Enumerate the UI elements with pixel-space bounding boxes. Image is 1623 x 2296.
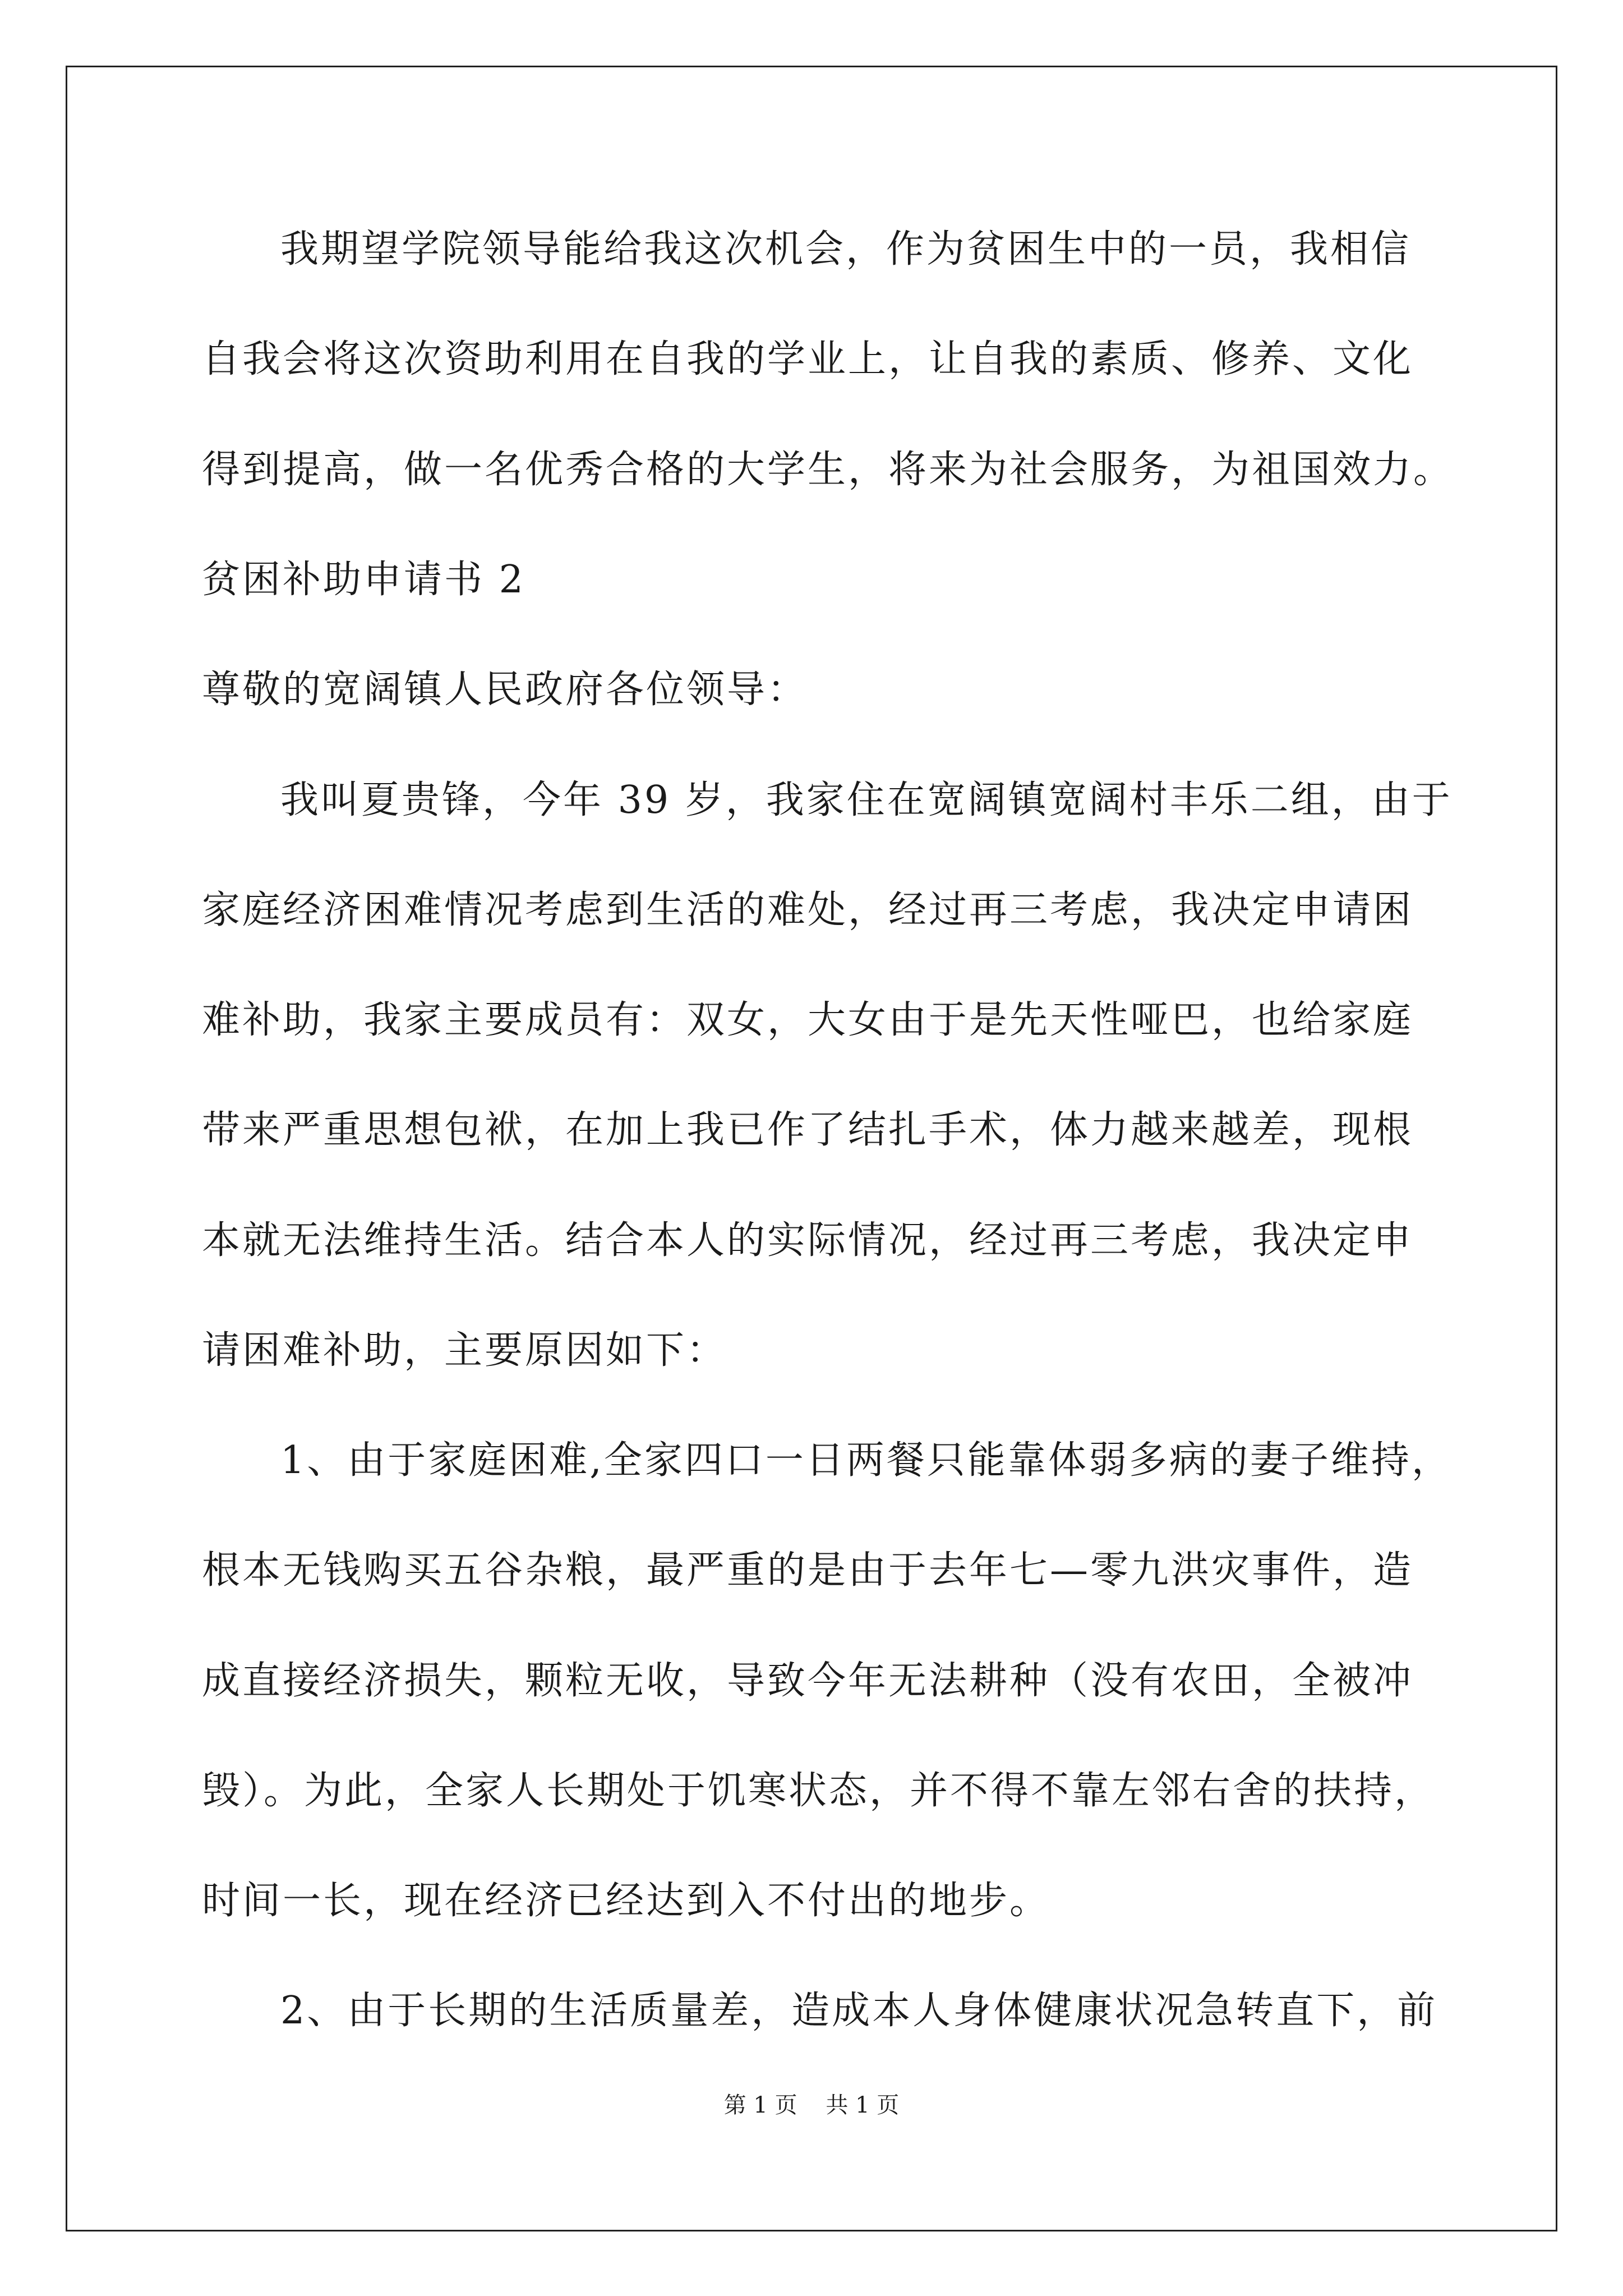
paragraph-line-7: 家庭经济困难情况考虑到生活的难处，经过再三考虑，我决定申请困 — [202, 888, 1414, 932]
paragraph-line-9: 带来严重思想包袱，在加上我已作了结扎手术，体力越来越差，现根 — [202, 1108, 1414, 1152]
paragraph-line-15: 毁）。为此，全家人长期处于饥寒状态，并不得不靠左邻右舍的扶持， — [202, 1769, 1435, 1813]
section-title: 贫困补助申请书 2 — [202, 558, 525, 602]
page-number-footer: 第 1 页 共 1 页 — [723, 2092, 900, 2118]
paragraph-line-1: 我期望学院领导能给我这次机会，作为贫困生中的一员，我相信 — [280, 227, 1412, 272]
salutation: 尊敬的宽阔镇人民政府各位领导： — [202, 668, 808, 712]
paragraph-line-6: 我叫夏贵锋，今年 39 岁，我家住在宽阔镇宽阔村丰乐二组，由于 — [280, 778, 1453, 822]
paragraph-line-14: 成直接经济损失，颗粒无收，导致今年无法耕种（没有农田，全被冲 — [202, 1659, 1414, 1703]
paragraph-line-13: 根本无钱购买五谷杂粮，最严重的是由于去年七—零九洪灾事件，造 — [202, 1548, 1414, 1593]
paragraph-line-3: 得到提高，做一名优秀合格的大学生，将来为社会服务，为祖国效力。 — [202, 448, 1454, 492]
paragraph-line-8: 难补助，我家主要成员有：双女，大女由于是先天性哑巴，也给家庭 — [202, 998, 1414, 1042]
paragraph-line-2: 自我会将这次资助利用在自我的学业上，让自我的素质、修养、文化 — [202, 337, 1414, 381]
paragraph-line-10: 本就无法维持生活。结合本人的实际情况，经过再三考虑，我决定申 — [202, 1218, 1414, 1263]
paragraph-line-12: 1、由于家庭困难,全家四口一日两餐只能靠体弱多病的妻子维持， — [280, 1438, 1452, 1483]
paragraph-line-17: 2、由于长期的生活质量差，造成本人身体健康状况急转直下，前 — [280, 1989, 1438, 2033]
paragraph-line-16: 时间一长，现在经济已经达到入不付出的地步。 — [202, 1879, 1050, 1923]
paragraph-line-11: 请困难补助，主要原因如下： — [202, 1328, 727, 1373]
